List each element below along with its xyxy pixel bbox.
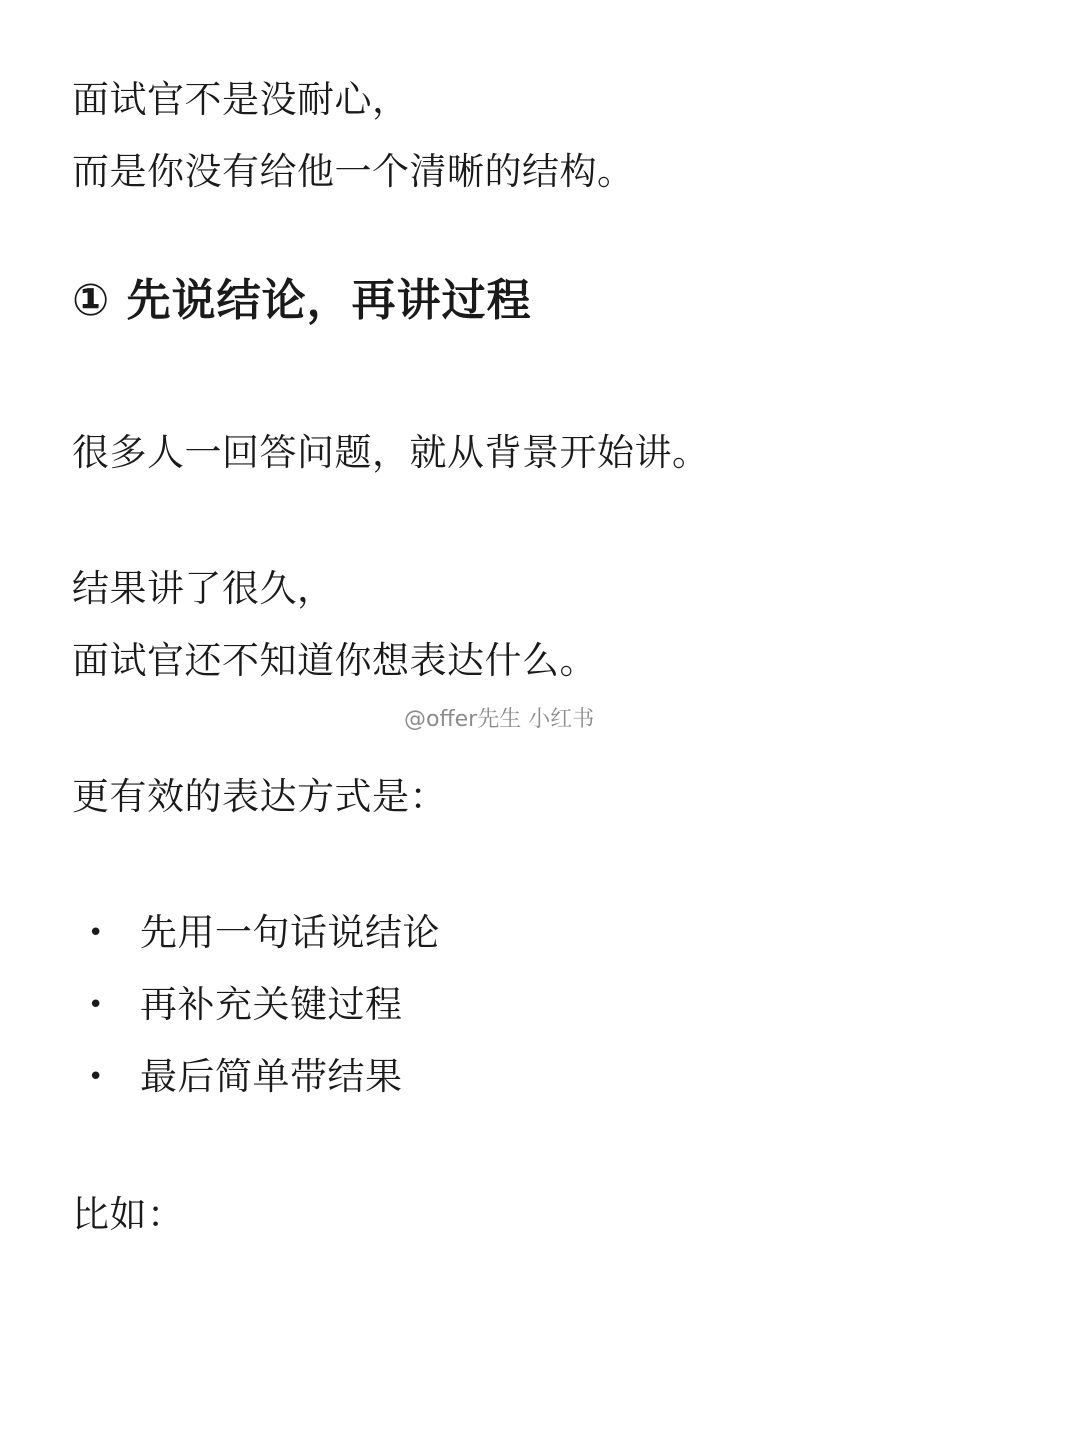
example-label: 比如： [72, 1193, 185, 1236]
paragraph-2-line-1: 结果讲了很久， [72, 567, 335, 610]
list-item-text: 先用一句话说结论 [140, 911, 440, 954]
section-heading: ① 先说结论，再讲过程 [72, 275, 532, 326]
list-item-text: 最后简单带结果 [140, 1055, 403, 1098]
intro-line-1: 面试官不是没耐心， [72, 78, 410, 121]
paragraph-1: 很多人一回答问题，就从背景开始讲。 [72, 431, 710, 474]
lead-text: 更有效的表达方式是： [72, 775, 447, 818]
paragraph-2-line-2: 面试官还不知道你想表达什么。 [72, 639, 597, 682]
list-item-text: 再补充关键过程 [140, 983, 403, 1026]
bullet-marker: • [88, 990, 104, 1020]
watermark: @offer先生 小红书 [404, 707, 595, 732]
intro-line-2: 而是你没有给他一个清晰的结构。 [72, 150, 635, 193]
bullet-marker: • [88, 1062, 104, 1092]
bullet-marker: • [88, 918, 104, 948]
